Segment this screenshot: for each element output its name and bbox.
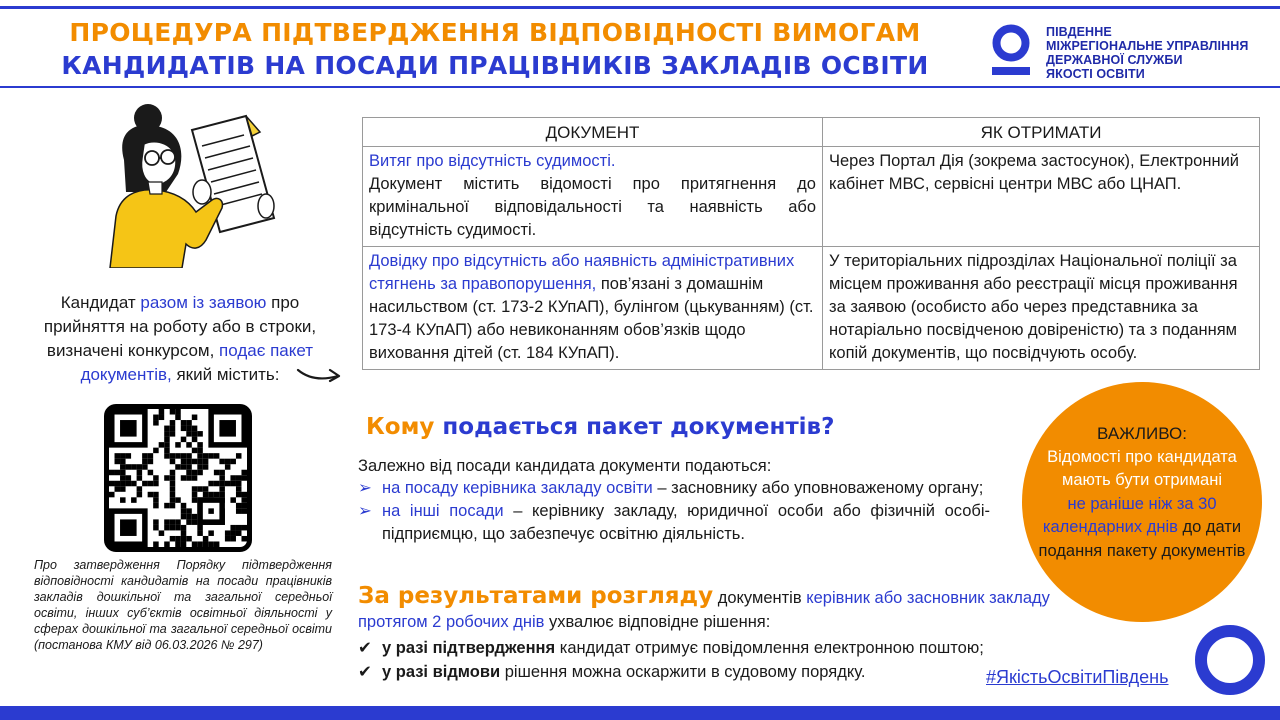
org-logo-icon [988,22,1034,78]
candidate-instruction [30,291,330,387]
candidate-highlight: разом із заявою [140,293,267,312]
column-header-how-to-get: ЯК ОТРИМАТИ [823,118,1260,147]
who-heading [366,412,834,442]
top-rule [0,6,1280,9]
woman-reading-document-illustration [96,100,286,268]
table-row [363,147,1260,247]
list-item [358,500,990,546]
results-text-part: ухвалює відповідне рішення: [544,613,771,631]
results-highlight: керівник або засновник закладу протягом 2 робочих днів [358,589,1050,631]
org-name-line: ПІВДЕННЕ [1046,25,1112,39]
list-item [358,636,1058,660]
how-to-get-cell: Через Портал Дія (зокрема застосунок), Електронний кабінет МВС, сервісні центри МВС або ЦНАП. [823,147,1260,247]
org-name [1046,25,1248,81]
list-item-highlight: на інші посади [382,502,504,520]
org-name-line: ЯКОСТІ ОСВІТИ [1046,67,1145,81]
hashtag-link[interactable]: #ЯкістьОсвітиПівдень [986,667,1169,687]
how-to-get-cell: У територіальних підрозділах Національної поліції за місцем проживання або реєстрації місця проживання за заявою (особисто або через представника за нотаріально посвідченою довіреністю) та з поданням копій документів, що посвідчують особу. [823,247,1260,370]
list-item-highlight: на посаду керівника закладу освіти [382,479,653,497]
title-line-1: ПРОЦЕДУРА ПІДТВЕРДЖЕННЯ ВІДПОВІДНОСТІ ВИМОГАМ [69,18,921,47]
candidate-text-part: Кандидат [60,293,141,312]
important-white-text: Відомості про кандидата мають бути отримані [1047,447,1237,489]
candidate-highlight: подає пакет документів, [80,341,314,384]
list-item [358,660,1058,684]
candidate-text-part: який містить: [171,365,280,384]
important-text: до дати подання пакету документів [1038,518,1246,560]
candidate-text-part: про прийняття на роботу або в строки, визначені конкурсом, [43,293,317,360]
who-intro: Залежно від посади кандидата документи подаються: [358,457,772,475]
important-highlight: не раніше ніж за 30 календарних днів [1042,494,1217,536]
column-header-document: ДОКУМЕНТ [363,118,823,147]
documents-table [362,117,1260,370]
document-title: Довідку про відсутність або наявність адміністративних стягнень за правопорушення, [369,252,795,293]
qr-code-icon [109,409,247,547]
document-title: Витяг про відсутність судимості. [369,152,616,170]
checkmark-icon: ✔ [358,639,372,657]
important-title: ВАЖЛИВО: [1097,424,1187,443]
results-text-part: документів [713,589,807,607]
who-heading-part: Кому [366,414,435,440]
document-cell [363,147,823,247]
org-name-line: ДЕРЖАВНОЇ СЛУЖБИ [1046,53,1183,67]
ring-logo-icon [1192,622,1268,698]
header-rule [0,86,1280,88]
checkmark-icon: ✔ [358,663,372,681]
decision-label: у разі відмови [382,663,501,681]
decision-text: кандидат отримує повідомлення електронною поштою; [555,639,984,657]
results-text [358,584,1050,634]
title-line-2: КАНДИДАТІВ НА ПОСАДИ ПРАЦІВНИКІВ ЗАКЛАДІВ ОСВІТИ [61,51,929,80]
arrow-bullet-icon: ➢ [358,502,372,520]
decision-text: рішення можна оскаржити в судовому порядку. [500,663,866,681]
document-cell [363,247,823,370]
who-heading-part: подається пакет документів? [434,414,835,440]
table-header-row [363,118,1260,147]
table-row [363,247,1260,370]
arrow-right-icon [296,364,342,384]
qr-code[interactable] [104,404,252,552]
bottom-bar [0,706,1280,720]
results-heading: За результатами розгляду [358,583,714,609]
submission-list [358,477,990,546]
page-title [0,16,990,82]
decree-reference: Про затвердження Порядку підтвердження відповідності кандидатів на посади працівників закладів дошкільної та загальної середньої освіти, інших суб’єктів освітньої діяльності у сферах дошкільної та загальної середньої освіти (постанова КМУ від 06.03.2026 № 297) [34,558,332,652]
org-name-line: МІЖРЕГІОНАЛЬНЕ УПРАВЛІННЯ [1046,39,1249,53]
important-notice [1022,382,1262,622]
list-item-text: – засновнику або уповноваженому органу; [652,479,984,497]
decision-list [358,636,1058,684]
list-item [358,477,990,500]
arrow-bullet-icon: ➢ [358,479,372,497]
list-item-text: – керівнику закладу, юридичної особи або фізичній особі-підприємцю, що забезпечує освітню діяльність. [382,502,990,543]
document-description: пов’язані з домашнім насильством (ст. 173-2 КУпАП), булінгом (цькуванням) (ст. 173-4 КУпАП) або невиконанням обов’язків щодо виховання дітей (ст. 184 КУпАП). [369,275,814,362]
document-description: Документ містить відомості про притягнення до кримінальної відповідальності та наявність або відсутність судимості. [369,175,816,239]
decision-label: у разі підтвердження [382,639,556,657]
